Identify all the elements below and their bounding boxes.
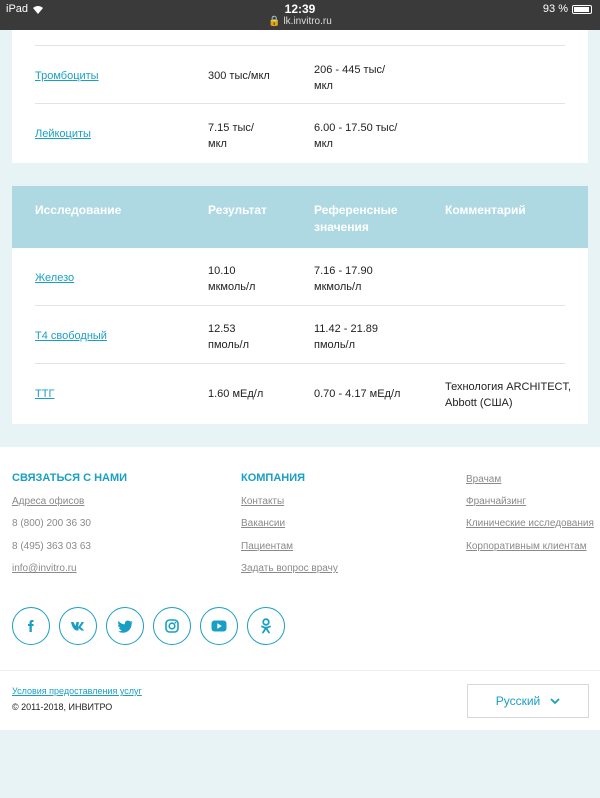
- phone-link[interactable]: 8 (800) 200 36 30: [12, 518, 91, 529]
- language-label: Русский: [495, 694, 541, 708]
- corporate-clients-link[interactable]: Корпоративным клиентам: [466, 541, 587, 552]
- facebook-icon[interactable]: [12, 607, 50, 645]
- table-row: [12, 30, 588, 46]
- site-footer: [0, 447, 600, 670]
- result-value: 12.53 пмоль/л: [208, 323, 250, 351]
- instagram-icon[interactable]: [153, 607, 191, 645]
- twitter-icon[interactable]: [106, 607, 144, 645]
- reference-value: 6.00 - 17.50 тыс/ мкл: [314, 122, 398, 150]
- phone-link[interactable]: 8 (495) 363 03 63: [12, 541, 91, 552]
- result-value: 300 тыс/мкл: [208, 70, 270, 82]
- header-result: Результат: [208, 203, 267, 217]
- reference-value: 11.42 - 21.89 пмоль/л: [314, 323, 379, 351]
- result-value: 1.60 мЕд/л: [208, 388, 264, 400]
- franchise-link[interactable]: Франчайзинг: [466, 496, 526, 507]
- header-test: Исследование: [35, 203, 122, 217]
- reference-value: 206 - 445 тыс/ мкл: [314, 64, 386, 92]
- patients-link[interactable]: Пациентам: [241, 541, 294, 552]
- table-row: [12, 248, 588, 306]
- offices-link[interactable]: Адреса офисов: [12, 496, 85, 507]
- tests-results-card: [12, 186, 588, 424]
- status-right: [543, 3, 592, 15]
- bottom-bar: [0, 670, 600, 730]
- test-name-link[interactable]: ТТГ: [35, 388, 55, 400]
- odnoklassniki-icon[interactable]: [247, 607, 285, 645]
- ask-doctor-link[interactable]: Задать вопрос врачу: [241, 563, 338, 574]
- result-value: 7.15 тыс/ мкл: [208, 122, 254, 150]
- doctors-link[interactable]: Врачам: [466, 474, 502, 485]
- table-row: [12, 104, 588, 163]
- reference-value: 7.16 - 17.90 мкмоль/л: [314, 265, 373, 293]
- url-text: lk.invitro.ru: [283, 16, 332, 27]
- vacancies-link[interactable]: Вакансии: [241, 518, 286, 529]
- test-name-link[interactable]: Лейкоциты: [35, 128, 91, 140]
- contacts-link[interactable]: Контакты: [241, 496, 285, 507]
- copyright: © 2011-2018, ИНВИТРО: [12, 702, 113, 712]
- device-name: iPad: [6, 3, 29, 15]
- reference-value: 0.70 - 4.17 мЕд/л: [314, 388, 401, 400]
- header-comment: Комментарий: [445, 203, 526, 217]
- vk-icon[interactable]: [59, 607, 97, 645]
- battery-icon: [572, 5, 592, 14]
- blood-results-card: [12, 30, 588, 163]
- test-name-link[interactable]: Тромбоциты: [35, 70, 99, 82]
- test-name-link[interactable]: Железо: [35, 272, 75, 284]
- battery-percent: 93 %: [542, 3, 568, 15]
- table-row: [12, 364, 588, 424]
- terms-link[interactable]: Условия предоставления услуг: [12, 686, 142, 696]
- email-link[interactable]: info@invitro.ru: [12, 563, 77, 574]
- company-heading: КОМПАНИЯ: [241, 472, 306, 484]
- table-row: [12, 306, 588, 364]
- result-value: 10.10 мкмоль/л: [208, 265, 256, 293]
- status-time: 12:39: [284, 2, 316, 16]
- test-name-link[interactable]: Т4 свободный: [35, 330, 107, 342]
- table-header: [12, 186, 588, 248]
- comment-value: Технология ARCHITECT, Abbott (США): [445, 381, 572, 409]
- clinical-research-link[interactable]: Клинические исследования: [466, 518, 594, 529]
- lock-icon: 🔒: [268, 16, 281, 27]
- contact-heading: СВЯЗАТЬСЯ С НАМИ: [12, 472, 128, 484]
- chevron-down-icon: [550, 698, 560, 704]
- language-select[interactable]: [467, 684, 589, 718]
- table-row: [12, 46, 588, 104]
- address-bar[interactable]: [0, 16, 600, 27]
- status-bar: [0, 0, 600, 30]
- header-reference: Референсные значения: [314, 203, 398, 234]
- youtube-icon[interactable]: [200, 607, 238, 645]
